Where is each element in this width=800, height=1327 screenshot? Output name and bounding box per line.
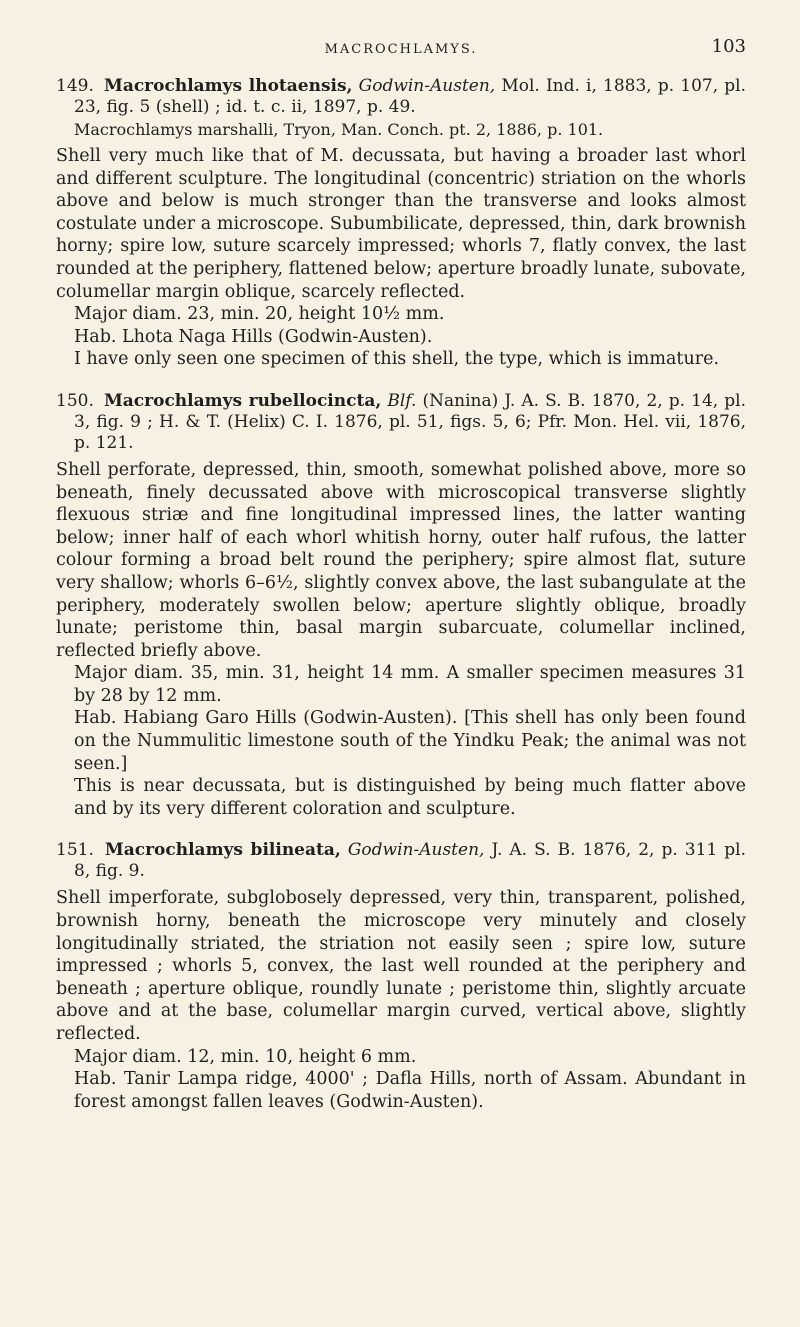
habitat: Hab. Habiang Garo Hills (Godwin-Austen). [This shell has only been found on the Nummulitic limestone south of the Yindku Peak; the animal was not seen.] <box>74 708 746 774</box>
species-author: Godwin-Austen, <box>358 76 496 96</box>
note: This is near decussata, but is distinguished by being much flatter above and by its very different coloration and sculpture. <box>74 776 746 819</box>
entry-heading <box>56 76 746 118</box>
species-name: Macrochlamys rubellocincta, <box>103 390 382 411</box>
entry-number: 150. <box>56 390 94 411</box>
measurements: Major diam. 23, min. 20, height 10½ mm. <box>74 304 445 325</box>
citation: J. A. S. B. 1876, 2, p. 311 pl. 8, fig. 9. <box>74 840 747 882</box>
description: Shell perforate, depressed, thin, smooth, somewhat polished above, more so beneath, finely decussated above with microscopical transverse slightly flexuous striæ and fine longitudinal impressed lines, the latter wanting below; inner half of each whorl whitish horny, outer half rufous, the latter colour forming a broad belt round the periphery; spire almost flat, suture very shallow; whorls 6–6½, slightly convex above, the last subangulate at the periphery, moderately swollen below; aperture slightly oblique, broadly lunate; peristome thin, basal margin subarcuate, columellar inclined, reflected briefly above. <box>56 459 746 661</box>
page-number: 103 <box>711 36 746 57</box>
habitat: Hab. Tanir Lampa ridge, 4000' ; Dafla Hills, north of Assam. Abundant in forest amongst fallen leaves (Godwin-Austen). <box>74 1069 746 1112</box>
species-author: Godwin-Austen, <box>347 840 485 861</box>
species-name: Macrochlamys lhotaensis, <box>104 76 353 96</box>
running-title: MACROCHLAMYS. <box>324 42 478 57</box>
description: Shell very much like that of M. decussata, but having a broader last whorl and different sculpture. The longitudinal (concentric) striation on the whorls above and below is much stronger than the transverse and looks almost costulate under a microscope. Subumbilicate, depressed, thin, dark brownish horny; spire low, suture scarcely impressed; whorls 7, flatly convex, the last rounded at the periphery, flattened below; aperture broadly lunate, subovate, columellar margin oblique, scarcely reflected. <box>56 146 746 302</box>
entry-149 <box>56 76 746 371</box>
citation: (Nanina) J. A. S. B. 1870, 2, p. 14, pl. 3, fig. 9 ; H. & T. (Helix) C. I. 1876, pl. 51, figs. 5, 6; Pfr. Mon. Hel. vii, 1876, p. 121. <box>74 390 747 453</box>
measurements: Major diam. 35, min. 31, height 14 mm. A smaller specimen measures 31 by 28 by 12 mm. <box>74 663 746 706</box>
note: I have only seen one specimen of this shell, the type, which is immature. <box>74 349 720 370</box>
measurements: Major diam. 12, min. 10, height 6 mm. <box>74 1046 417 1067</box>
entry-150 <box>56 391 746 821</box>
habitat: Hab. Lhota Naga Hills (Godwin-Austen). <box>74 326 433 347</box>
synonym: Macrochlamys marshalli, Tryon, Man. Conch. pt. 2, 1886, p. 101. <box>74 120 604 139</box>
species-name: Macrochlamys bilineata, <box>104 840 341 861</box>
entry-heading <box>56 390 747 454</box>
description: Shell imperforate, subglobosely depressed, very thin, transparent, polished, brownish horny, beneath the microscope very minutely and closely longitudinally striated, the striation not easily seen ; spire low, suture impressed ; whorls 5, convex, the last well rounded at the periphery and beneath ; aperture oblique, roundly lunate ; peristome thin, slightly arcuate above and at the base, columellar margin curved, vertical above, slightly reflected. <box>56 888 746 1044</box>
page <box>56 18 746 1308</box>
page-header <box>56 18 746 76</box>
entry-number: 149. <box>56 76 94 96</box>
species-author: Blf. <box>387 390 417 411</box>
entry-heading <box>56 840 747 882</box>
citation: Mol. Ind. i, 1883, p. 107, pl. 23, fig. 5 (shell) ; id. t. c. ii, 1897, p. 49. <box>74 76 746 117</box>
entry-151 <box>56 840 746 1113</box>
entry-number: 151. <box>56 840 94 861</box>
